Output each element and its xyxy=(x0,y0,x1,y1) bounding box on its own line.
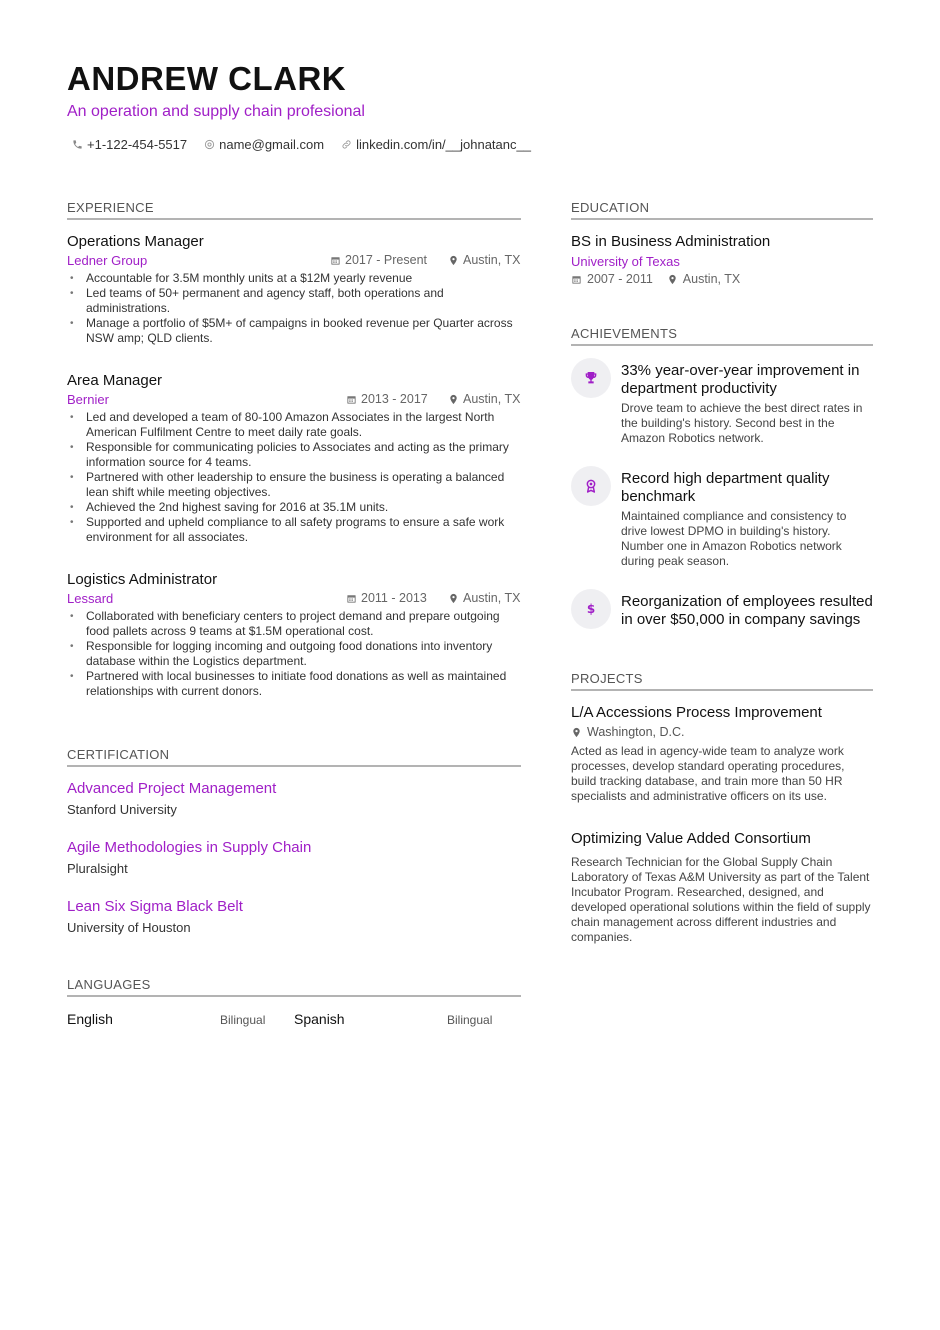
job-meta-row xyxy=(67,391,521,410)
achievement-desc: Drove team to achieve the best direct rates in the building's history. Second best in the Amazon Robotics network. xyxy=(621,401,863,445)
project-desc: Research Technician for the Global Supply Chain Laboratory of Texas A&M University as part of the Talent Incubator Program. Researched, designed, and developed operational solutions within the field of supply chain management across different industries and companies. xyxy=(571,855,871,944)
location-pin-icon xyxy=(448,394,459,405)
project-desc: Acted as lead in agency-wide team to analyze work processes, develop standard operating procedures, build tracking database, and train more than 50 HR specialists and administrative officers on its use. xyxy=(571,744,845,803)
languages-list xyxy=(67,1011,521,1027)
location-text: Austin, TX xyxy=(463,253,521,267)
language-name: English xyxy=(67,1011,113,1027)
job-location xyxy=(448,591,520,605)
cert-name: Agile Methodologies in Supply Chain xyxy=(67,839,312,856)
education-location xyxy=(667,272,740,286)
language-item xyxy=(294,1011,521,1027)
list-item: • Led teams of 50+ permanent and agency staff, both operations and administrations. xyxy=(67,286,521,316)
candidate-name: ANDREW CLARK xyxy=(67,60,347,97)
award-icon xyxy=(583,478,599,494)
at-icon xyxy=(204,139,215,150)
list-item: • Partnered with other leadership to ensure the business is operating a balanced lean shift while meeting objectives. xyxy=(67,470,521,500)
job-dates xyxy=(346,392,428,406)
achievements-heading: ACHIEVEMENTS xyxy=(571,326,873,346)
achievement-body xyxy=(621,593,873,629)
project-title: L/A Accessions Process Improvement xyxy=(571,704,822,721)
job-location xyxy=(448,392,520,406)
location-text: Austin, TX xyxy=(682,272,741,286)
project-location xyxy=(571,725,873,739)
achievement-body xyxy=(621,362,873,446)
projects-heading: PROJECTS xyxy=(571,671,873,691)
job-dates xyxy=(346,591,427,605)
email-text: name@gmail.com xyxy=(219,137,325,152)
dates-text: 2013 - 2017 xyxy=(361,392,428,406)
contact-email[interactable] xyxy=(204,137,324,152)
job-title: Logistics Administrator xyxy=(67,571,218,588)
cert-org: Pluralsight xyxy=(67,861,128,876)
contact-linkedin[interactable] xyxy=(341,137,531,152)
candidate-subtitle: An operation and supply chain profesional xyxy=(67,103,365,120)
cert-entry xyxy=(67,898,521,935)
achievement-icon-badge xyxy=(571,466,611,506)
cert-name: Lean Six Sigma Black Belt xyxy=(67,898,243,915)
location-pin-icon xyxy=(571,727,582,738)
cert-name: Advanced Project Management xyxy=(67,780,277,797)
left-column xyxy=(67,200,521,1027)
job-title: Area Manager xyxy=(67,372,163,389)
list-item: • Accountable for 3.5M monthly units at a $12M yearly revenue xyxy=(67,271,521,286)
list-item: • Collaborated with beneficiary centers to project demand and prepare outgoing food pallets across 9 teams at $1.5M operational cost. xyxy=(67,609,521,639)
education-entry xyxy=(571,233,873,286)
degree-title: BS in Business Administration xyxy=(571,233,771,250)
job-dates xyxy=(330,253,427,267)
location-pin-icon xyxy=(448,255,459,266)
job-meta-row xyxy=(67,590,521,609)
cert-entry xyxy=(67,780,521,817)
achievement-item xyxy=(571,593,873,629)
language-item xyxy=(67,1011,294,1027)
achievement-title: Record high department quality benchmark xyxy=(621,470,830,505)
dates-text: 2007 - 2011 xyxy=(587,272,653,286)
dollar-icon xyxy=(583,601,599,617)
list-item: • Responsible for communicating policies to Associates and acting as the primary information source for 4 teams. xyxy=(67,440,521,470)
list-item: • Supported and upheld compliance to all safety programs to ensure a safe work environment for all associates. xyxy=(67,515,521,545)
contact-phone xyxy=(72,137,187,152)
language-level: Bilingual xyxy=(220,1013,266,1027)
project-title: Optimizing Value Added Consortium xyxy=(571,830,811,847)
achievement-body xyxy=(621,470,873,569)
list-item: • Led and developed a team of 80-100 Amazon Associates in the largest North American Fulfilment Centre to meet daily rate goals. xyxy=(67,410,521,440)
achievement-desc: Maintained compliance and consistency to drive lowest DPMO in building's history. Number one in Amazon Robotics network during peak season. xyxy=(621,509,847,568)
cert-entry xyxy=(67,839,521,876)
job-location xyxy=(448,253,520,267)
location-text: Austin, TX xyxy=(463,591,521,605)
job-bullets xyxy=(67,271,521,346)
achievement-title: Reorganization of employees resulted in over $50,000 in company savings xyxy=(621,593,873,628)
achievement-icon-badge xyxy=(571,358,611,398)
svg-text:$: $ xyxy=(586,602,596,616)
certification-heading: CERTIFICATION xyxy=(67,747,521,767)
calendar-icon xyxy=(346,593,357,604)
list-item: • Achieved the 2nd highest saving for 2016 at 35.1M units. xyxy=(67,500,521,515)
trophy-icon xyxy=(583,370,599,386)
achievement-title: 33% year-over-year improvement in department productivity xyxy=(621,362,860,397)
job-company: Bernier xyxy=(67,392,109,407)
cert-org: University of Houston xyxy=(67,920,191,935)
phone-text: +1-122-454-5517 xyxy=(87,137,188,152)
cert-org: Stanford University xyxy=(67,802,177,817)
calendar-icon xyxy=(330,255,341,266)
job-company: Lessard xyxy=(67,591,114,606)
job-bullets xyxy=(67,410,521,545)
language-name: Spanish xyxy=(294,1011,345,1027)
job-company: Ledner Group xyxy=(67,253,148,268)
education-meta xyxy=(571,272,873,286)
contact-bar xyxy=(72,137,531,152)
job-entry xyxy=(67,233,521,346)
location-pin-icon xyxy=(448,593,459,604)
list-item: • Partnered with local businesses to initiate food donations as well as maintained relationships with current donors. xyxy=(67,669,521,699)
languages-heading: LANGUAGES xyxy=(67,977,521,997)
link-icon xyxy=(341,139,352,150)
dates-text: 2017 - Present xyxy=(345,253,427,267)
job-meta-row xyxy=(67,252,521,271)
list-item: • Responsible for logging incoming and outgoing food donations into inventory database within the Logistics department. xyxy=(67,639,521,669)
achievement-item xyxy=(571,362,873,446)
project-entry xyxy=(571,830,873,945)
location-pin-icon xyxy=(667,274,678,285)
language-level: Bilingual xyxy=(447,1013,493,1027)
school-name: University of Texas xyxy=(571,254,680,269)
right-column xyxy=(571,200,873,945)
achievement-icon-badge xyxy=(571,589,611,629)
experience-heading: EXPERIENCE xyxy=(67,200,521,220)
education-heading: EDUCATION xyxy=(571,200,873,220)
achievement-item xyxy=(571,470,873,569)
education-dates xyxy=(571,272,653,286)
dates-text: 2011 - 2013 xyxy=(361,591,427,605)
phone-icon xyxy=(72,139,83,150)
job-bullets xyxy=(67,609,521,699)
location-text: Washington, D.C. xyxy=(587,725,685,739)
linkedin-text: linkedin.com/in/__johnatanc__ xyxy=(356,137,531,152)
job-title: Operations Manager xyxy=(67,233,204,250)
list-item: • Manage a portfolio of $5M+ of campaigns in booked revenue per Quarter across NSW amp; QLD clients. xyxy=(67,316,521,346)
project-entry xyxy=(571,704,873,804)
location-text: Austin, TX xyxy=(463,392,521,406)
calendar-icon xyxy=(571,274,582,285)
job-entry xyxy=(67,372,521,545)
job-entry xyxy=(67,571,521,699)
calendar-icon xyxy=(346,394,357,405)
